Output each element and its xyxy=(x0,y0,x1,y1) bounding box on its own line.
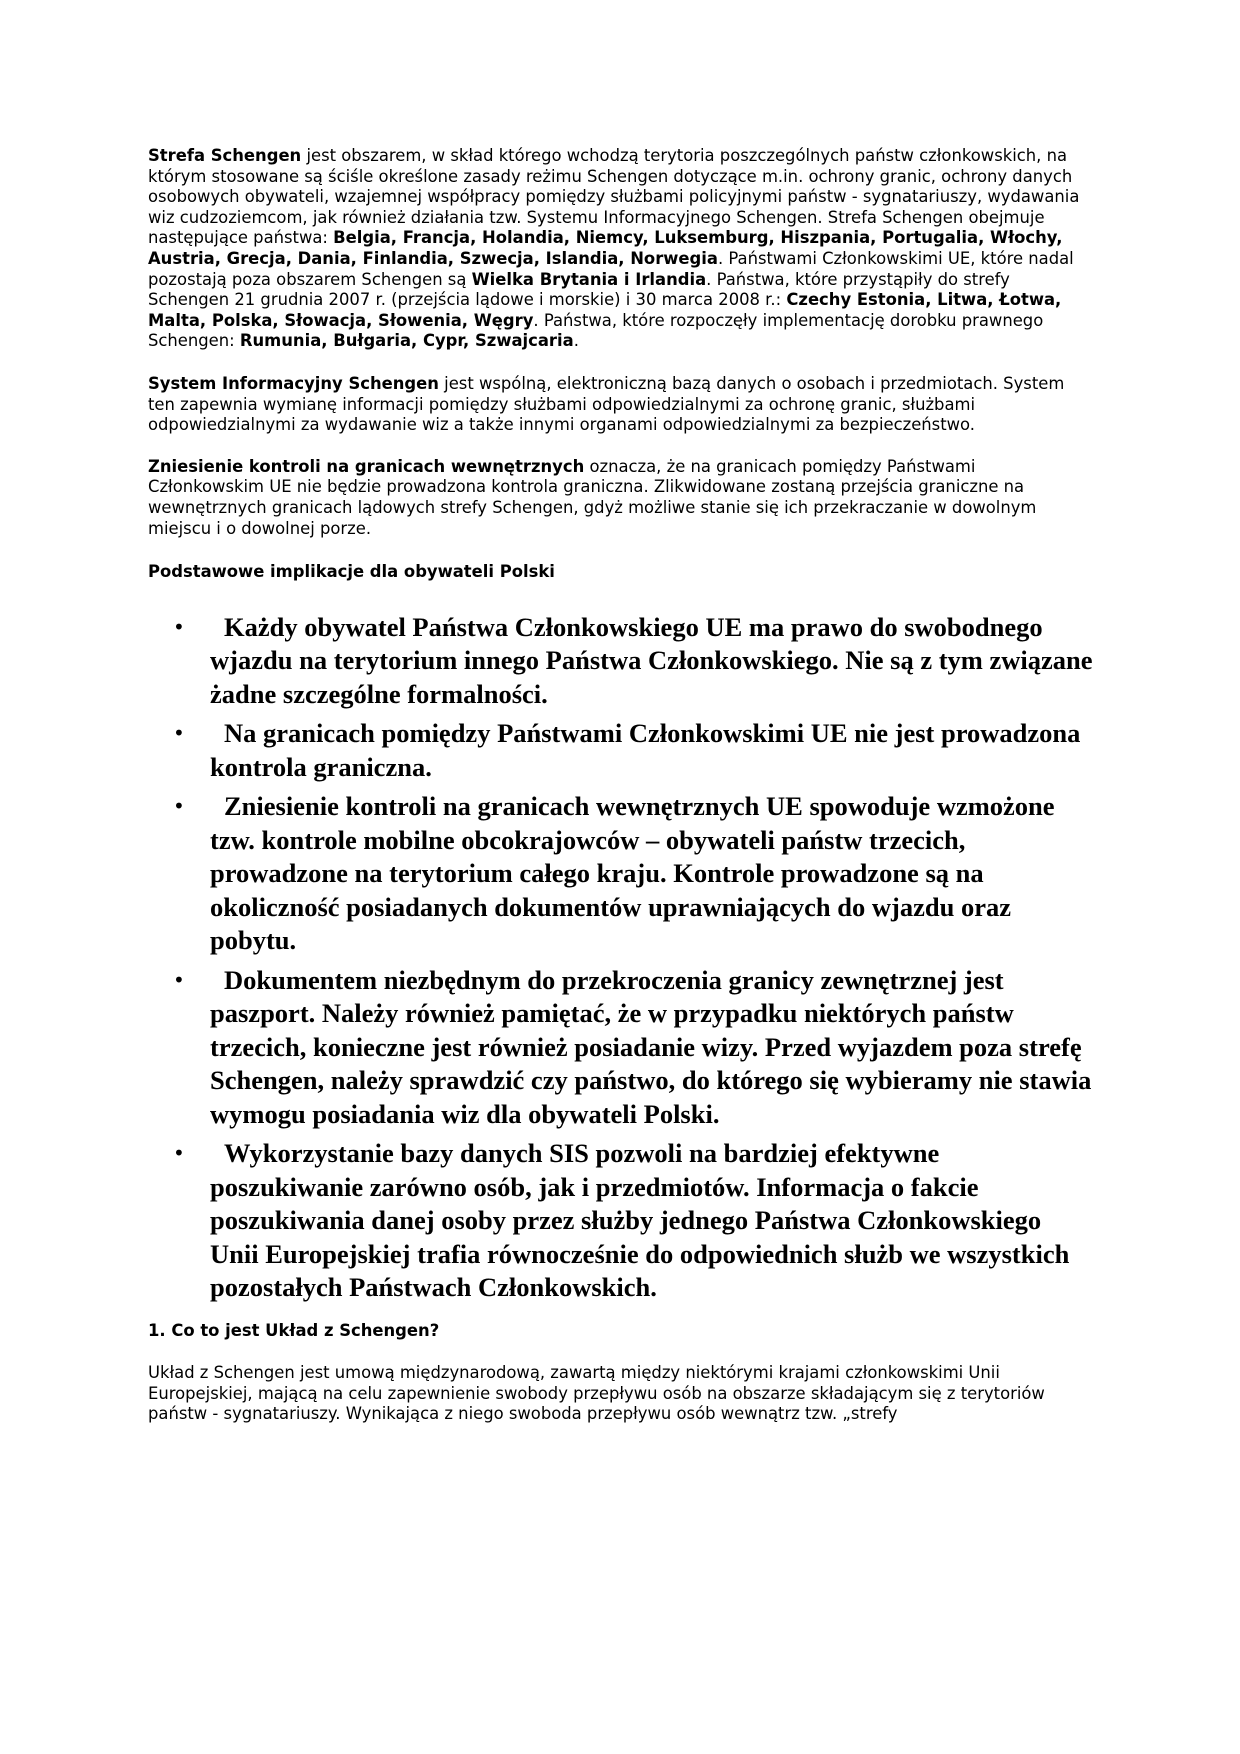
bullet-icon: • xyxy=(173,794,185,819)
paragraph-text: oznacza, że na granicach pomiędzy Państwami Członkowskim UE nie będzie prowadzona kontrola graniczna. Zlikwidowane zostaną przejścia graniczne na wewnętrznych granicach lądowych strefy Schengen, gdyż możliwe stanie się ich przekraczanie w dowolnym miejscu i o dowolnej porze. xyxy=(148,456,1037,538)
list-item-text: Dokumentem niezbędnym do przekroczenia granicy zewnętrznej jest paszport. Należy również pamiętać, że w przypadku niektórych państw trzecich, konieczne jest również posiadanie wizy. Przed wyjazdem poza strefę Schengen, należy sprawdzić czy państwo, do którego się wybieramy nie stawia wymogu posiadania wiz dla obywateli Polski. xyxy=(210,964,1092,1129)
paragraph-text: . xyxy=(573,331,579,351)
paragraph-text: . Państwa, które rozpoczęły implementację dorobku prawnego Schengen: xyxy=(148,310,1044,351)
list-item-text: Na granicach pomiędzy Państwami Członkowskimi UE nie jest prowadzona kontrola graniczna. xyxy=(210,718,1081,782)
list-item xyxy=(148,964,1093,1132)
paragraph-text: jest obszarem, w skład którego wchodzą terytoria poszczególnych państw członkowskich, na którym stosowane są ściśle określone zasady reżimu Schengen dotyczące m.in. ochrony granic, ochrony danych osobowych obywateli, wzajemnej współpracy pomiędzy służbami policyjnymi państw - sygnatariuszy, wydawania wiz cudzoziemcom, jak również działania tzw. Systemu Informacyjnego Schengen. Strefa Schengen obejmuje następujące państwa: xyxy=(148,146,1080,248)
member-states-list: Belgia, Francja, Holandia, Niemcy, Luksemburg, Hiszpania, Portugalia, Włochy, Austria, Grecja, Dania, Finlandia, Szwecja, Islandia, Norwegia xyxy=(148,228,1063,268)
outside-states-list: Wielka Brytania i Irlandia xyxy=(471,269,707,289)
agreement-paragraph: Układ z Schengen jest umową międzynarodową, zawartą między niektórymi krajami członkowskimi Unii Europejskiej, mającą na celu zapewnienie swobody przepływu osób na obszarze składającym się z terytoriów państw - sygnatariuszy. Wynikająca z niego swoboda przepływu osób wewnątrz tzw. „strefy xyxy=(148,1363,1045,1424)
document-page xyxy=(148,146,1093,1425)
implementing-states-list: Rumunia, Bułgaria, Cypr, Szwajcaria xyxy=(239,331,574,351)
sis-paragraph xyxy=(148,374,1093,436)
paragraph-text: . Państwami Członkowskimi UE, które nadal pozostają poza obszarem Schengen są xyxy=(148,248,1074,289)
intro-paragraph xyxy=(148,146,1093,352)
term-strefa-schengen: Strefa Schengen xyxy=(148,146,302,165)
list-item-text: Zniesienie kontroli na granicach wewnętrznych UE spowoduje wzmożone tzw. kontrole mobilne obcokrajowców – obywateli państw trzecich, prowadzone na terytorium całego kraju. Kontrole prowadzone są na okoliczność posiadanych dokumentów uprawniających do wjazdu oraz pobytu. xyxy=(210,791,1055,956)
section-heading-schengen-agreement: 1. Co to jest Układ z Schengen? xyxy=(148,1320,440,1340)
list-item xyxy=(148,790,1093,958)
list-item xyxy=(148,717,1093,784)
list-item xyxy=(148,611,1093,712)
bullet-icon: • xyxy=(173,967,185,992)
term-sis: System Informacyjny Schengen xyxy=(148,373,439,393)
list-item xyxy=(148,1137,1093,1305)
term-zniesienie-kontroli: Zniesienie kontroli na granicach wewnętrznych xyxy=(148,456,585,476)
border-control-paragraph xyxy=(148,457,1093,539)
bullet-icon: • xyxy=(173,614,185,639)
joined-states-list: Czechy Estonia, Litwa, Łotwa, Malta, Polska, Słowacja, Słowenia, Węgry xyxy=(148,290,1062,330)
bullet-icon: • xyxy=(173,721,185,746)
paragraph-text: jest wspólną, elektroniczną bazą danych o osobach i przedmiotach. System ten zapewnia wymianę informacji pomiędzy służbami odpowiedzialnymi za ochronę granic, służbami odpowiedzialnymi za wydawanie wiz a także innymi organami odpowiedzialnymi za bezpieczeństwo. xyxy=(148,373,1065,435)
bullet-icon: • xyxy=(173,1141,185,1166)
paragraph-text: . Państwa, które przystąpiły do strefy Schengen 21 grudnia 2007 r. (przejścia lądowe i morskie) i 30 marca 2008 r.: xyxy=(148,269,1010,310)
list-item-text: Wykorzystanie bazy danych SIS pozwoli na bardziej efektywne poszukiwanie zarówno osób, jak i przedmiotów. Informacja o fakcie poszukiwania danej osoby przez służby jednego Państwa Członkowskiego Unii Europejskiej trafia równocześnie do odpowiednich służb we wszystkich pozostałych Państwach Członkowskich. xyxy=(210,1138,1070,1303)
section-heading-implications: Podstawowe implikacje dla obywateli Polski xyxy=(148,562,555,582)
implications-list xyxy=(148,611,1093,1305)
list-item-text: Każdy obywatel Państwa Członkowskiego UE ma prawo do swobodnego wjazdu na terytorium innego Państwa Członkowskiego. Nie są z tym związane żadne szczególne formalności. xyxy=(210,611,1093,709)
